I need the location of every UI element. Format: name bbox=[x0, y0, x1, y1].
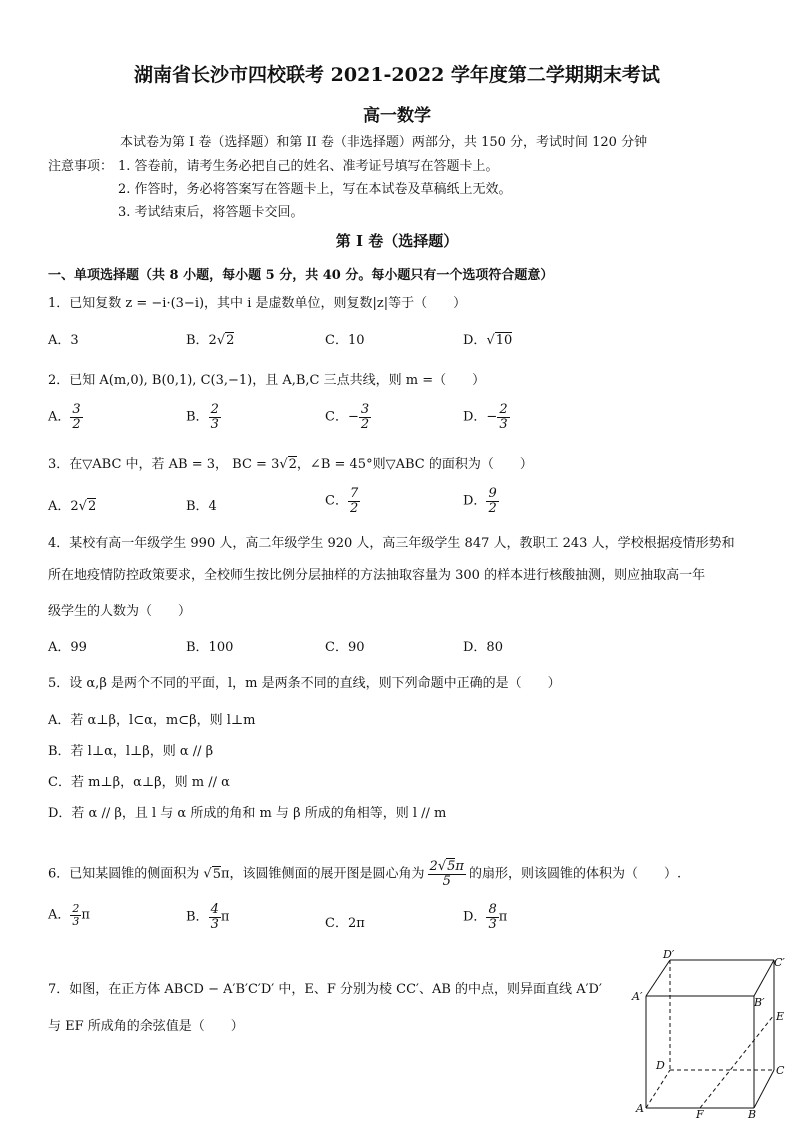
notes-label: 注意事项： bbox=[48, 159, 114, 174]
q6-option-d: D． $\frac{8}{3}$ π bbox=[463, 902, 508, 932]
q5-option-c: C．若 m⊥β，α⊥β，则 m // α bbox=[48, 775, 230, 790]
label-d: D bbox=[656, 1059, 665, 1072]
q3-option-b: B．4 bbox=[186, 499, 217, 514]
question-4-line-2: 所在地疫情防控政策要求，全校师生按比例分层抽样的方法抽取容量为 300 的样本进行核酸抽测，则应抽取高一年 bbox=[48, 568, 706, 583]
exam-subject: 高一数学 bbox=[363, 106, 431, 126]
edge-b-c bbox=[754, 1070, 774, 1108]
q3-option-c: C． $\frac{7}{2}$ bbox=[325, 486, 359, 516]
label-c1: C′ bbox=[774, 956, 785, 969]
note-3: 3. 考试结束后，将答题卡交回。 bbox=[118, 205, 304, 220]
q3-option-a: A．2√2 bbox=[48, 499, 97, 514]
edge-a1-d1 bbox=[646, 960, 670, 996]
question-7-line-2: 与 EF 所成角的余弦值是（ ） bbox=[48, 1019, 244, 1034]
q5-option-b: B．若 l⊥α，l⊥β，则 α // β bbox=[48, 744, 214, 759]
exam-intro: 本试卷为第 I 卷（选择题）和第 II 卷（非选择题）两部分，共 150 分，考试时间 120 分钟 bbox=[120, 135, 648, 150]
q1-option-d: D．√10 bbox=[463, 333, 513, 348]
q5-option-a: A．若 α⊥β，l⊂α，m⊂β，则 l⊥m bbox=[48, 713, 256, 728]
q1-option-b: B．2√2 bbox=[186, 333, 235, 348]
label-c: C bbox=[776, 1064, 785, 1077]
q6-option-c: C．2π bbox=[325, 916, 365, 931]
question-2-stem: 2．已知 A(m,0), B(0,1), C(3,−1)，且 A,B,C 三点共线，则 m =（ ） bbox=[48, 373, 486, 388]
segment-ef bbox=[700, 1015, 774, 1108]
label-b1: B′ bbox=[754, 996, 765, 1009]
label-f: F bbox=[696, 1108, 704, 1120]
edge-b1-c1 bbox=[754, 960, 774, 996]
label-a1: A′ bbox=[632, 990, 643, 1003]
question-7-line-1: 7．如图，在正方体 ABCD − A′B′C′D′ 中，E、F 分别为棱 CC′、AB 的中点，则异面直线 A′D′ bbox=[48, 982, 602, 997]
q4-option-d: D．80 bbox=[463, 640, 503, 655]
question-5-stem: 5．设 α,β 是两个不同的平面，l，m 是两条不同的直线，则下列命题中正确的是（ ） bbox=[48, 676, 561, 691]
label-d1: D′ bbox=[663, 948, 675, 961]
q4-option-c: C．90 bbox=[325, 640, 365, 655]
q6-option-b: B． $\frac{4}{3}$ π bbox=[186, 902, 230, 932]
section-title: 第 I 卷（选择题） bbox=[335, 232, 459, 250]
part-one-heading: 一、单项选择题（共 8 小题，每小题 5 分，共 40 分。每小题只有一个选项符合题意） bbox=[48, 268, 554, 283]
label-e: E bbox=[776, 1010, 785, 1023]
question-6-stem: 6．已知某圆锥的侧面积为 √5π，该圆锥侧面的展开图是圆心角为 $\frac{2√5\pi}{5}$ 的扇形，则该圆锥的体积为（ ）. bbox=[48, 859, 682, 889]
q4-option-a: A．99 bbox=[48, 640, 87, 655]
q4-option-b: B．100 bbox=[186, 640, 234, 655]
question-4-line-3: 级学生的人数为（ ） bbox=[48, 604, 192, 619]
note-1: 1. 答卷前，请考生务必把自己的姓名、准考证号填写在答题卡上。 bbox=[118, 159, 499, 174]
q2-option-d: D．− $\frac{2}{3}$ bbox=[463, 402, 508, 432]
question-4-line-1: 4．某校有高一年级学生 990 人，高二年级学生 920 人，高三年级学生 847 人，教职工 243 人，学校根据疫情形势和 bbox=[48, 536, 735, 551]
q5-option-d: D．若 α // β，且 l 与 α 所成的角和 m 与 β 所成的角相等，则 l // m bbox=[48, 806, 447, 821]
q2-option-b: B． $\frac{2}{3}$ bbox=[186, 402, 219, 432]
q1-option-c: C．10 bbox=[325, 333, 365, 348]
q1-option-a: A．3 bbox=[48, 333, 79, 348]
cube-figure bbox=[630, 948, 790, 1120]
exam-title: 湖南省长沙市四校联考 2021-2022 学年度第二学期期末考试 bbox=[134, 64, 660, 86]
q6-option-a: A． $\frac{2}{3}$ π bbox=[48, 902, 90, 928]
q3-option-d: D． $\frac{9}{2}$ bbox=[463, 486, 497, 516]
q2-option-a: A． $\frac{3}{2}$ bbox=[48, 402, 81, 432]
question-1-stem: 1．已知复数 z = −i·(3−i)，其中 i 是虚数单位，则复数|z|等于（ ） bbox=[48, 296, 467, 311]
label-b: B bbox=[748, 1108, 757, 1120]
question-3-stem: 3．在▽ABC 中，若 AB = 3， BC = 3√2，∠B = 45°则▽ABC 的面积为（ ） bbox=[48, 457, 533, 472]
label-a: A bbox=[636, 1102, 644, 1115]
note-2: 2. 作答时，务必将答案写在答题卡上，写在本试卷及草稿纸上无效。 bbox=[118, 182, 512, 197]
q2-option-c: C．− $\frac{3}{2}$ bbox=[325, 402, 370, 432]
edge-a-d-hidden bbox=[646, 1070, 670, 1108]
